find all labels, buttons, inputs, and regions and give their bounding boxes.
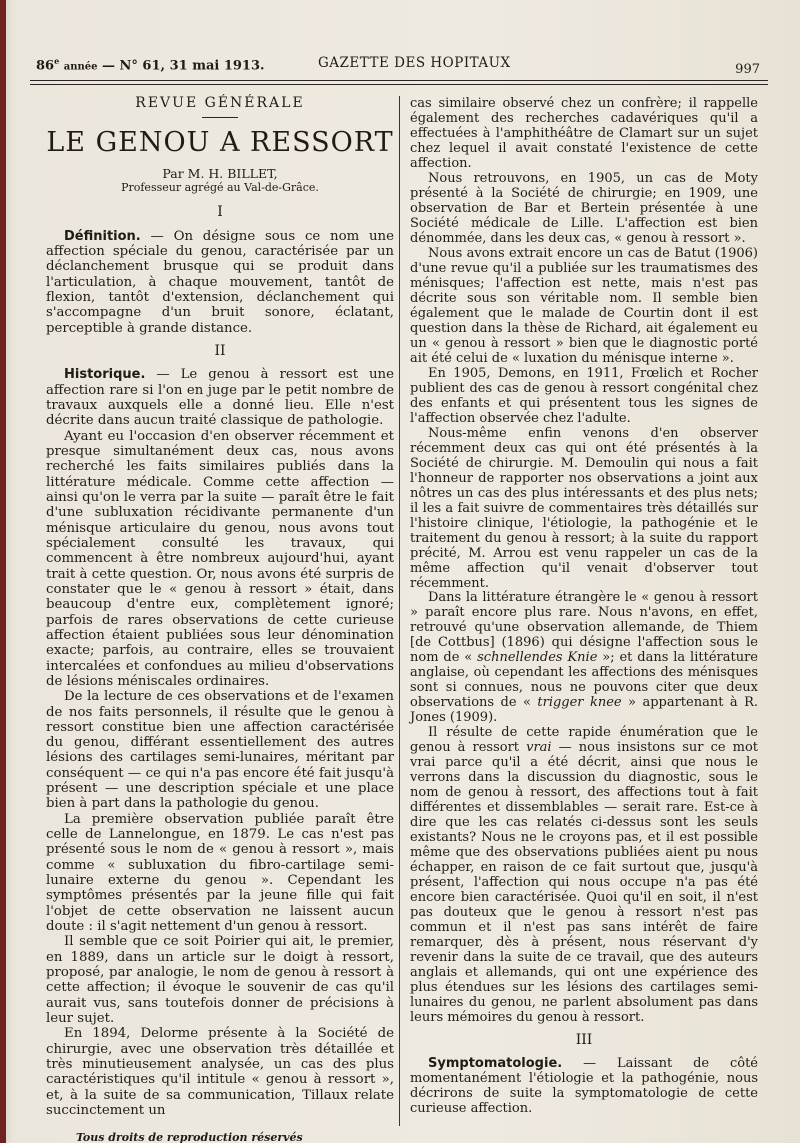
paragraph: cas similaire observé chez un confrère; il rappelle également des recherches cadavériques qu'il a effectuées à l'amphithéâtre de Clamart sur un sujet chez lequel il avait constaté l'existence de cette affection. xyxy=(410,96,758,171)
issue-info: 86e année — N° 61, 31 mai 1913. xyxy=(36,56,265,74)
paragraph: En 1894, Delorme présente à la Société de chirurgie, avec une observation très détaillée et très minutieusement analysée, un cas des plus caractéristiques qu'il intitule « genou à ressort », et, à la suite de sa communication, Tillaux relate succinctement un xyxy=(46,1026,394,1119)
paragraph: Définition. — On désigne sous ce nom une affection spéciale du genou, caractérisée par un déclanchement brusque qui se produit dans l'articulation, à chaque mouvement, tantôt de flexion, tantôt d'extension, déclanchement qui s'accompagne d'un bruit sonore, éclatant, perceptible à grande distance. xyxy=(46,228,394,336)
paragraph: Ayant eu l'occasion d'en observer récemment et presque simultanément deux cas, nous avons recherché les faits similaires publiés dans la littérature médicale. Comme cette affection — ainsi qu'on le verra par la suite — paraît être le fait d'une subluxation récidivante permanente d'un ménisque articulaire du genou, nous avons tout spécialement consulté les travaux, qui commencent à être nombreux aujourd'hui, ayant trait à cette question. Or, nous avons été surpris de constater que le « genou à ressort » était, dans beaucoup d'entre eux, complètement ignoré; parfois de rares observations de cette curieuse affection étaient publiées sous leur dénomination exacte; parfois, au contraire, elles se trouvaient intercalées et confondues au milieu d'observations de lésions méniscales ordinaires. xyxy=(46,428,394,689)
right-column xyxy=(410,96,758,1116)
left-column xyxy=(46,96,394,1118)
paragraph: Il semble que ce soit Poirier qui ait, le premier, en 1889, dans un article sur le doigt à ressort, proposé, par analogie, le nom de genou à ressort à cette affection; il évoque le souvenir de cas qu'il aurait vus, sans toutefois donner de précisions à leur sujet. xyxy=(46,934,394,1027)
section-label: REVUE GÉNÉRALE xyxy=(135,95,305,111)
header-rule-thin xyxy=(30,84,768,85)
running-header xyxy=(36,50,764,76)
paragraph: De la lecture de ces observations et de l'examen de nos faits personnels, il résulte que le genou à ressort constitue bien une affection caractérisée du genou, différant essentiellement des autres lésions des cartilages semi-lunaires, méritant par conséquent — ce qui n'a pas encore été fait jusqu'à présent — une description spéciale et une place bien à part dans la pathologie du genou. xyxy=(46,689,394,812)
article-title: LE GENOU A RESSORT xyxy=(46,127,394,159)
paragraph: Dans la littérature étrangère le « genou à ressort » paraît encore plus rare. Nous n'avons, en effet, retrouvé qu'une observation allemande, de Thiem [de Cottbus] (1896) qui désigne l'affection sous le nom de « schnellendes Knie »; et dans la littérature anglaise, où cependant les affections des ménisques sont si connues, nous ne pouvons citer que deux observations de « trigger knee » appartenant à R. Jones (1909). xyxy=(410,590,758,726)
header-rule xyxy=(30,80,768,81)
paragraph: La première observation publiée paraît être celle de Lannelongue, en 1879. Le cas n'est pas présenté sous le nom de « genou à ressort », mais comme « subluxation du fibro-cartilage semi-lunaire externe du genou ». Cependant les symptômes présentés par la jeune fille qui fait l'objet de cette observation ne laissent aucun doute : il s'agit nettement d'un genou à ressort. xyxy=(46,811,394,935)
section-numeral: II xyxy=(214,342,226,359)
paragraph: Nous-même enfin venons d'en observer récemment deux cas qui ont été présentés à la Société de chirurgie. M. Demoulin qui nous a fait l'honneur de rapporter nos observations a joint aux nôtres un cas des plus intéressants et des plus nets; il les a fait suivre de commentaires très détaillés sur l'histoire clinique, l'étiologie, la pathogénie et le traitement du genou à ressort; à la suite du rapport précité, M. Arrou est venu rappeler un cas de la même affection qu'il venait d'observer tout récemment. xyxy=(410,425,758,591)
author-affiliation: Professeur agrégé au Val-de-Grâce. xyxy=(121,181,319,195)
paragraph: Nous avons extrait encore un cas de Batut (1906) d'une revue qu'il a publiée sur les traumatismes des ménisques; l'affection est nette, mais n'est pas décrite sous son véritable nom. Il semble bien également que le malade de Courtin dont il est question dans la thèse de Richard, ait également eu un « genou à ressort » bien que le diagnostic porté ait été celui de « luxation du ménisque interne ». xyxy=(410,245,758,366)
page-number: 997 xyxy=(735,62,760,77)
paragraph: Il résulte de cette rapide énumération que le genou à ressort vrai — nous insistons sur ce mot vrai parce qu'il a été décrit, ainsi que nous le verrons dans la discussion du diagnostic, sous le nom de genou à ressort, des affections tout à fait différentes et dissemblables — serait rare. Est-ce à dire que les cas relatés ci-dessus sont les seuls existants? Nous ne le croyons pas, et il est possible même que des observations publiées aient pu nous échapper, en raison de ce fait surtout que, jusqu'à présent, l'affection qui nous occupe n'a pas été encore bien caractérisée. Quoi qu'il en soit, il n'est pas douteux que le genou à ressort n'est pas commun et il n'est pas sans intérêt de faire remarquer, dès à présent, nous réservant d'y revenir dans la suite de ce travail, que des auteurs anglais et allemands, qui ont une expérience des plus étendues sur les lésions des cartilages semi-lunaires du genou, ne parlent absolument pas dans leurs mémoires du genou à ressort. xyxy=(410,725,759,1026)
paragraph: Historique. — Le genou à ressort est une affection rare si l'on en juge par le petit nombre de travaux auxquels elle a donné lieu. Elle n'est décrite dans aucun traité classique de pathologie. xyxy=(46,367,394,429)
section-numeral: I xyxy=(217,204,223,221)
title-rule xyxy=(202,117,238,118)
binding-edge xyxy=(0,0,6,1143)
author-line: Par M. H. BILLET, xyxy=(162,166,278,182)
column-divider xyxy=(399,96,400,1126)
paragraph: Nous retrouvons, en 1905, un cas de Moty présenté à la Société de chirurgie; en 1909, une observation de Bar et Bertein présentée à une Société médicale de Lille. L'affection est bien dénommée, dans les deux cas, « genou à ressort ». xyxy=(410,170,758,246)
journal-name: GAZETTE DES HOPITAUX xyxy=(318,55,511,71)
section-numeral: III xyxy=(575,1032,593,1049)
paragraph: Symptomatologie. — Laissant de côté momentanément l'étiologie et la pathogénie, nous décrirons de suite la symptomatologie de cette curieuse affection. xyxy=(410,1056,758,1116)
rights-notice: Tous droits de reproduction réservés xyxy=(76,1131,303,1143)
paragraph: En 1905, Demons, en 1911, Frœlich et Rocher publient des cas de genou à ressort congénital chez des enfants et qui présentent tous les signes de l'affection observée chez l'adulte. xyxy=(410,365,758,426)
